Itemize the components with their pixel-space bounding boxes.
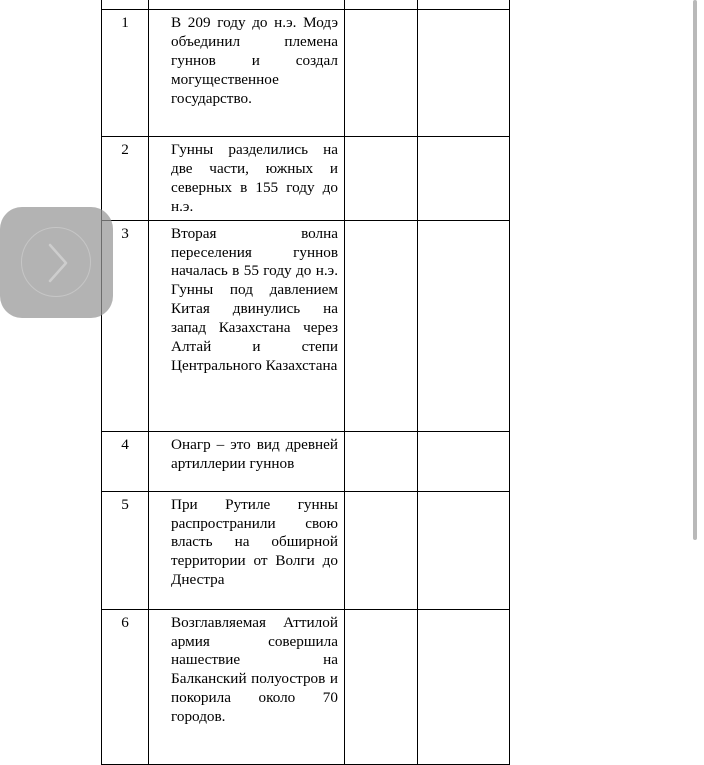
- row-number: 4: [102, 431, 149, 491]
- table-row: [102, 137, 510, 221]
- answer-cell[interactable]: [345, 10, 418, 137]
- row-statement: Онагр – это вид древней артиллерии гуннов: [149, 431, 345, 491]
- table-row: [102, 220, 510, 431]
- answer-cell[interactable]: [345, 609, 418, 764]
- table-row: [102, 431, 510, 491]
- chevron-right-icon: [21, 227, 91, 297]
- row-number: 2: [102, 137, 149, 221]
- row-number: 1: [102, 10, 149, 137]
- answer-cell[interactable]: [418, 491, 510, 609]
- table-header-row: [102, 0, 510, 10]
- row-statement: Гунны разделились на две части, южных и северных в 155 году до н.э.: [149, 137, 345, 221]
- row-statement: Вторая волна переселения гуннов началась в 55 году до н.э. Гунны под давлением Китая двинулись на запад Казахстана через Алтай и степи Центрального Казахстана: [149, 220, 345, 431]
- answer-cell[interactable]: [418, 609, 510, 764]
- row-number: 5: [102, 491, 149, 609]
- table-row: [102, 609, 510, 764]
- table-row: [102, 10, 510, 137]
- answer-cell[interactable]: [345, 137, 418, 221]
- answer-cell[interactable]: [345, 220, 418, 431]
- row-number: 6: [102, 609, 149, 764]
- header-cell-answer-2: [418, 0, 510, 10]
- row-statement: В 209 году до н.э. Модэ объединил племена гуннов и создал могущественное государство.: [149, 10, 345, 137]
- header-cell-answer-1: [345, 0, 418, 10]
- answer-cell[interactable]: [418, 137, 510, 221]
- header-cell-number: [102, 0, 149, 10]
- row-statement: Возглавляемая Аттилой армия совершила нашествие на Балканский полуостров и покорила около 70 городов.: [149, 609, 345, 764]
- next-page-button[interactable]: [0, 207, 113, 318]
- answer-cell[interactable]: [345, 431, 418, 491]
- row-statement: При Рутиле гунны распространили свою власть на обширной территории от Волги до Днестра: [149, 491, 345, 609]
- statements-table: [101, 0, 510, 765]
- answer-cell[interactable]: [345, 491, 418, 609]
- row-number: 3: [102, 220, 149, 431]
- answer-cell[interactable]: [418, 10, 510, 137]
- header-cell-statement: [149, 0, 345, 10]
- answer-cell[interactable]: [418, 431, 510, 491]
- answer-cell[interactable]: [418, 220, 510, 431]
- vertical-scrollbar[interactable]: [693, 0, 697, 540]
- table-row: [102, 491, 510, 609]
